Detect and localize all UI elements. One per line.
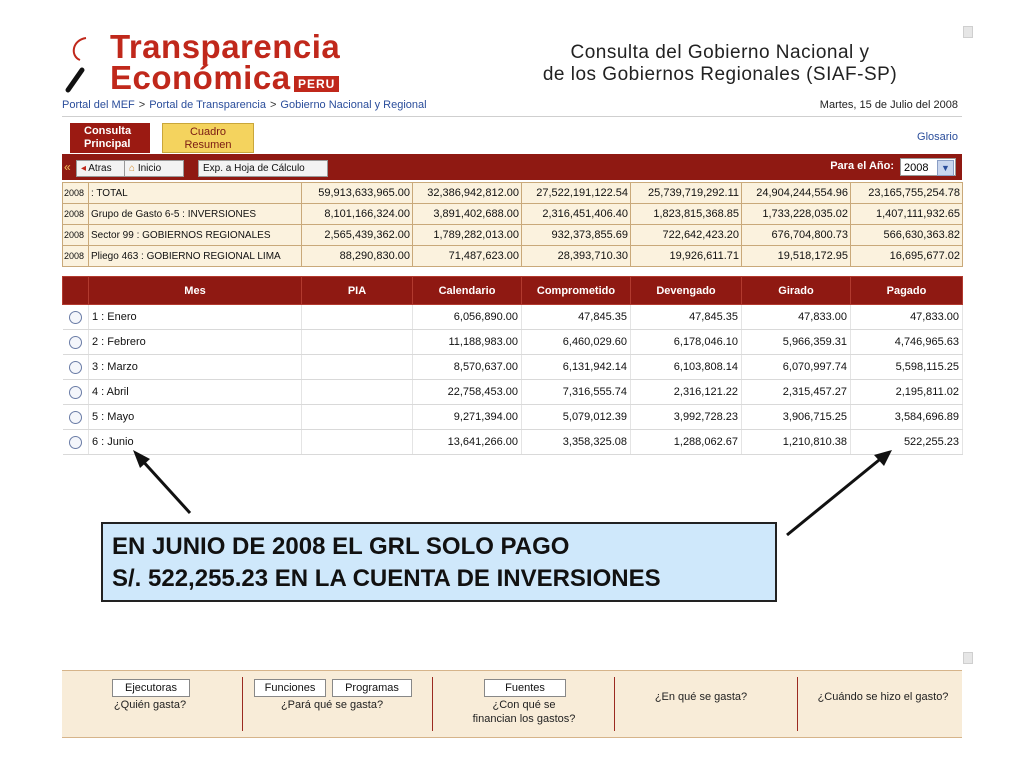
cell-devengado: 6,103,808.14	[631, 355, 742, 380]
header-comprometido[interactable]: Comprometido	[522, 277, 631, 305]
summary-devengado: 25,739,719,292.11	[631, 183, 742, 204]
year-select-value: 2008	[904, 162, 929, 174]
breadcrumb-link-gobierno[interactable]: Gobierno Nacional y Regional	[280, 99, 427, 111]
summary-pagado: 566,630,363.82	[851, 225, 963, 246]
cell-calendario: 8,570,637.00	[413, 355, 522, 380]
cell-calendario: 9,271,394.00	[413, 405, 522, 430]
footer-divider	[432, 677, 433, 731]
vertical-scrollbar[interactable]	[963, 22, 971, 672]
funciones-button[interactable]: Funciones	[254, 679, 326, 697]
summary-comprometido: 932,373,855.69	[522, 225, 631, 246]
summary-girado: 24,904,244,554.96	[742, 183, 851, 204]
summary-label: Pliego 463 : GOBIERNO REGIONAL LIMA	[89, 246, 302, 267]
summary-comprometido: 27,522,191,122.54	[522, 183, 631, 204]
cell-mes: 3 : Marzo	[89, 355, 302, 380]
cell-mes: 6 : Junio	[89, 430, 302, 455]
header-mes[interactable]: Mes	[89, 277, 302, 305]
breadcrumb-separator: >	[138, 99, 146, 111]
cell-devengado: 1,288,062.67	[631, 430, 742, 455]
summary-pagado: 23,165,755,254.78	[851, 183, 963, 204]
footer-divider	[614, 677, 615, 731]
cuando-se-gasto-link[interactable]: ¿Cuándo se hizo el gasto?	[817, 691, 949, 703]
cell-calendario: 13,641,266.00	[413, 430, 522, 455]
cell-girado: 1,210,810.38	[742, 430, 851, 455]
cell-pagado: 47,833.00	[851, 305, 963, 330]
cell-pagado: 3,584,696.89	[851, 405, 963, 430]
ejecutoras-caption: ¿Quién gasta?	[113, 699, 187, 711]
summary-pia: 2,565,439,362.00	[302, 225, 413, 246]
fuentes-caption-line1: ¿Con qué se	[492, 699, 556, 711]
summary-year: 2008	[63, 204, 89, 225]
cell-girado: 6,070,997.74	[742, 355, 851, 380]
export-spreadsheet-button[interactable]: Exp. a Hoja de Cálculo	[198, 160, 328, 177]
cell-mes: 4 : Abril	[89, 380, 302, 405]
summary-calendario: 71,487,623.00	[413, 246, 522, 267]
summary-pia: 88,290,830.00	[302, 246, 413, 267]
cell-mes: 1 : Enero	[89, 305, 302, 330]
cell-devengado: 3,992,728.23	[631, 405, 742, 430]
cell-mes: 5 : Mayo	[89, 405, 302, 430]
summary-pia: 59,913,633,965.00	[302, 183, 413, 204]
page-title-line1: Consulta del Gobierno Nacional y	[570, 42, 870, 63]
summary-label: Sector 99 : GOBIERNOS REGIONALES	[89, 225, 302, 246]
cell-mes: 2 : Febrero	[89, 330, 302, 355]
summary-devengado: 1,823,815,368.85	[631, 204, 742, 225]
chevron-down-icon[interactable]: ▼	[937, 160, 954, 176]
callout-line1: EN JUNIO DE 2008 EL GRL SOLO PAGO	[112, 533, 570, 560]
cell-pagado: 5,598,115.25	[851, 355, 963, 380]
summary-label: : TOTAL	[89, 183, 302, 204]
header-pagado[interactable]: Pagado	[851, 277, 963, 305]
breadcrumb-link-mef[interactable]: Portal del MEF	[62, 99, 135, 111]
cell-devengado: 47,845.35	[631, 305, 742, 330]
summary-year: 2008	[63, 246, 89, 267]
page-title-line2: de los Gobiernos Regionales (SIAF-SP)	[542, 64, 898, 85]
summary-pia: 8,101,166,324.00	[302, 204, 413, 225]
summary-year: 2008	[63, 183, 89, 204]
summary-pagado: 1,407,111,932.65	[851, 204, 963, 225]
cell-devengado: 6,178,046.10	[631, 330, 742, 355]
summary-calendario: 1,789,282,013.00	[413, 225, 522, 246]
cell-girado: 2,315,457.27	[742, 380, 851, 405]
header-girado[interactable]: Girado	[742, 277, 851, 305]
cell-devengado: 2,316,121.22	[631, 380, 742, 405]
summary-girado: 676,704,800.73	[742, 225, 851, 246]
summary-comprometido: 28,393,710.30	[522, 246, 631, 267]
breadcrumb-link-transparencia[interactable]: Portal de Transparencia	[149, 99, 266, 111]
home-button-label: Inicio	[137, 163, 162, 174]
cell-girado: 3,906,715.25	[742, 405, 851, 430]
summary-devengado: 722,642,423.20	[631, 225, 742, 246]
header-devengado[interactable]: Devengado	[631, 277, 742, 305]
tab-label: Resumen	[184, 139, 232, 151]
tab-label: Cuadro	[189, 126, 227, 138]
summary-calendario: 3,891,402,688.00	[413, 204, 522, 225]
ejecutoras-button[interactable]: Ejecutoras	[112, 679, 190, 697]
callout-line2: S/. 522,255.23 EN LA CUENTA DE INVERSIONES	[112, 565, 661, 592]
cell-calendario: 22,758,453.00	[413, 380, 522, 405]
logo-text-line1: Transparencia	[110, 28, 341, 65]
cell-comprometido: 6,131,942.14	[522, 355, 631, 380]
cell-pagado: 4,746,965.63	[851, 330, 963, 355]
summary-year: 2008	[63, 225, 89, 246]
logo-peru-badge: PERU	[294, 76, 339, 92]
cell-comprometido: 47,845.35	[522, 305, 631, 330]
fuentes-caption-line2: financian los gastos?	[472, 713, 576, 725]
cell-comprometido: 7,316,555.74	[522, 380, 631, 405]
breadcrumb-separator: >	[269, 99, 277, 111]
summary-label: Grupo de Gasto 6-5 : INVERSIONES	[89, 204, 302, 225]
funciones-caption: ¿Pará qué se gasta?	[280, 699, 384, 711]
summary-girado: 1,733,228,035.02	[742, 204, 851, 225]
current-date: Martes, 15 de Julio del 2008	[819, 99, 958, 111]
summary-calendario: 32,386,942,812.00	[413, 183, 522, 204]
fuentes-button[interactable]: Fuentes	[484, 679, 566, 697]
tab-label: Principal	[84, 138, 131, 150]
summary-pagado: 16,695,677.02	[851, 246, 963, 267]
home-icon: ⌂	[129, 163, 138, 174]
en-que-se-gasta-link[interactable]: ¿En qué se gasta?	[654, 691, 748, 703]
tab-label: Consulta	[84, 125, 132, 137]
glosario-link[interactable]: Glosario	[917, 131, 958, 143]
cell-comprometido: 6,460,029.60	[522, 330, 631, 355]
cell-girado: 5,966,359.31	[742, 330, 851, 355]
footer-divider	[797, 677, 798, 731]
double-chevron-left-icon[interactable]: «	[64, 160, 71, 174]
scroll-down-icon[interactable]	[963, 652, 973, 664]
arrow-right-icon	[787, 450, 892, 535]
footer-nav	[62, 670, 962, 738]
cell-pagado: 2,195,811.02	[851, 380, 963, 405]
cell-calendario: 11,188,983.00	[413, 330, 522, 355]
back-arrow-icon: ◂	[81, 163, 89, 174]
header-calendario[interactable]: Calendario	[413, 277, 522, 305]
arrow-left-icon	[133, 450, 190, 513]
cell-pagado: 522,255.23	[851, 430, 963, 455]
back-button-label: Atras	[88, 163, 112, 174]
scroll-up-icon[interactable]	[963, 26, 973, 38]
cell-calendario: 6,056,890.00	[413, 305, 522, 330]
summary-girado: 19,518,172.95	[742, 246, 851, 267]
logo-text-line2: Económica	[110, 59, 291, 96]
summary-devengado: 19,926,611.71	[631, 246, 742, 267]
cell-comprometido: 5,079,012.39	[522, 405, 631, 430]
cell-girado: 47,833.00	[742, 305, 851, 330]
annotation-callout	[101, 522, 777, 602]
summary-comprometido: 2,316,451,406.40	[522, 204, 631, 225]
header-pia[interactable]: PIA	[302, 277, 413, 305]
year-label: Para el Año:	[830, 160, 894, 172]
programas-button[interactable]: Programas	[332, 679, 412, 697]
cell-comprometido: 3,358,325.08	[522, 430, 631, 455]
footer-divider	[242, 677, 243, 731]
